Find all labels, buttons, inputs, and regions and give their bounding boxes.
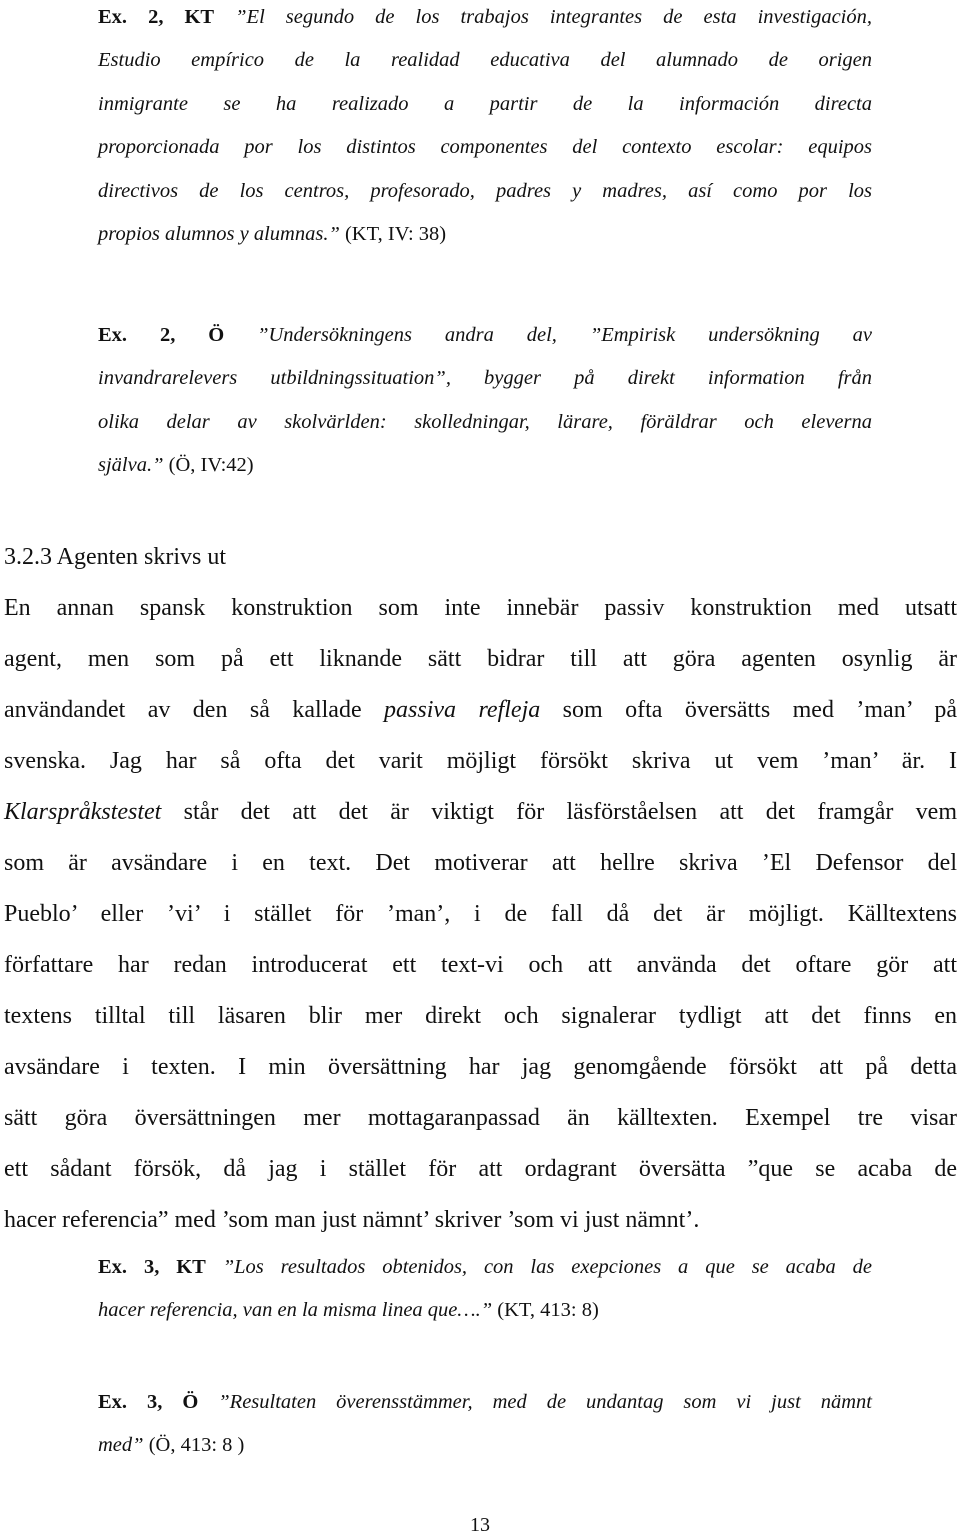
example-text: Estudio empírico de la realidad educativa del alumnado de origen — [98, 49, 872, 72]
example-text: inmigrante se ha realizado a partir de la información directa — [98, 92, 872, 115]
example-quote-es-1 — [98, 0, 872, 256]
example-line — [98, 357, 872, 400]
example-line — [98, 39, 872, 82]
example-text: med” — [98, 1434, 144, 1457]
example-text: olika delar av skolvärlden: skolledningar, lärare, föräldrar och eleverna — [98, 410, 872, 433]
paragraph-line: ett sådant försök, då jag i stället för att ordagrant översätta ”que se acaba de — [4, 1156, 957, 1182]
example-label: Ex. 2, KT — [98, 6, 215, 28]
paragraph-line: författare har redan introducerat ett text-vi och att använda det oftare gör att — [4, 952, 957, 978]
example-line — [98, 314, 872, 357]
body-paragraph — [4, 583, 957, 1246]
italic-term: Klarspråkstestet — [4, 799, 162, 825]
example-quote-sv-2 — [98, 1381, 872, 1468]
example-line — [98, 1289, 872, 1332]
example-reference: (KT, 413: 8) — [497, 1299, 599, 1322]
paragraph-line: sätt göra översättningen mer mottagaranpassad än källtexten. Exempel tre visar — [4, 1105, 957, 1131]
section-heading: 3.2.3 Agenten skrivs ut — [4, 544, 226, 570]
paragraph-line: svenska. Jag har så ofta det varit möjligt försökt skriva ut vem ’man’ är. I — [4, 748, 957, 774]
example-line — [98, 0, 872, 39]
paragraph-line: Pueblo’ eller ’vi’ i stället för ’man’, i de fall då det är möjligt. Källtextens — [4, 901, 957, 927]
example-line — [98, 444, 872, 487]
example-label: Ex. 3, KT — [98, 1256, 206, 1278]
example-label: Ex. 2, Ö — [98, 324, 225, 346]
example-quote-es-2 — [98, 1246, 872, 1333]
page-number: 13 — [470, 1514, 490, 1536]
example-text: ”Resultaten överensstämmer, med de undantag som vi just nämnt — [218, 1391, 872, 1413]
example-quote-sv-1 — [98, 314, 872, 488]
paragraph-line: textens tilltal till läsaren blir mer direkt och signalerar tydligt att det finns en — [4, 1003, 957, 1029]
example-text: invandrarelevers utbildningssituation”, bygger på direkt information från — [98, 367, 872, 390]
example-reference: (Ö, IV:42) — [168, 454, 254, 477]
paragraph-line: agent, men som på ett liknande sätt bidrar till att göra agenten osynlig är — [4, 646, 957, 672]
example-reference: (KT, IV: 38) — [344, 223, 447, 246]
example-line — [98, 213, 872, 256]
example-line — [98, 83, 872, 126]
example-label: Ex. 3, Ö — [98, 1391, 199, 1413]
example-text: directivos de los centros, profesorado, padres y madres, así como por los — [98, 179, 872, 202]
paragraph-line: Klarspråkstestet står det att det är viktigt för läsförståelsen att det framgår vem — [4, 799, 957, 825]
example-text: proporcionada por los distintos componentes del contexto escolar: equipos — [98, 136, 872, 159]
example-text: hacer referencia, van en la misma linea que….” — [98, 1299, 493, 1322]
example-line — [98, 401, 872, 444]
example-text: själva.” — [98, 454, 164, 477]
paragraph-line: användandet av den så kallade passiva refleja som ofta översätts med ’man’ på — [4, 697, 957, 723]
example-line — [98, 170, 872, 213]
paragraph-line: avsändare i texten. I min översättning har jag genomgående försökt att på detta — [4, 1054, 957, 1080]
example-line — [98, 1381, 872, 1424]
example-text: ”Los resultados obtenidos, con las exepciones a que se acaba de — [222, 1256, 873, 1278]
paragraph-line: En annan spansk konstruktion som inte innebär passiv konstruktion med utsatt — [4, 595, 957, 621]
paragraph-line: som är avsändare i en text. Det motiverar att hellre skriva ’El Defensor del — [4, 850, 957, 876]
paragraph-line: hacer referencia” med ’som man just nämnt’ skriver ’som vi just nämnt’. — [4, 1207, 700, 1233]
example-line — [98, 1424, 872, 1467]
example-reference: (Ö, 413: 8 ) — [148, 1434, 245, 1457]
example-text: ”El segundo de los trabajos integrantes de esta investigación, — [235, 6, 872, 28]
example-text: propios alumnos y alumnas.” — [98, 223, 340, 246]
example-line — [98, 1246, 872, 1289]
italic-term: passiva refleja — [384, 697, 541, 723]
example-text: ”Undersökningens andra del, ”Empirisk undersökning av — [257, 324, 873, 346]
example-line — [98, 126, 872, 169]
